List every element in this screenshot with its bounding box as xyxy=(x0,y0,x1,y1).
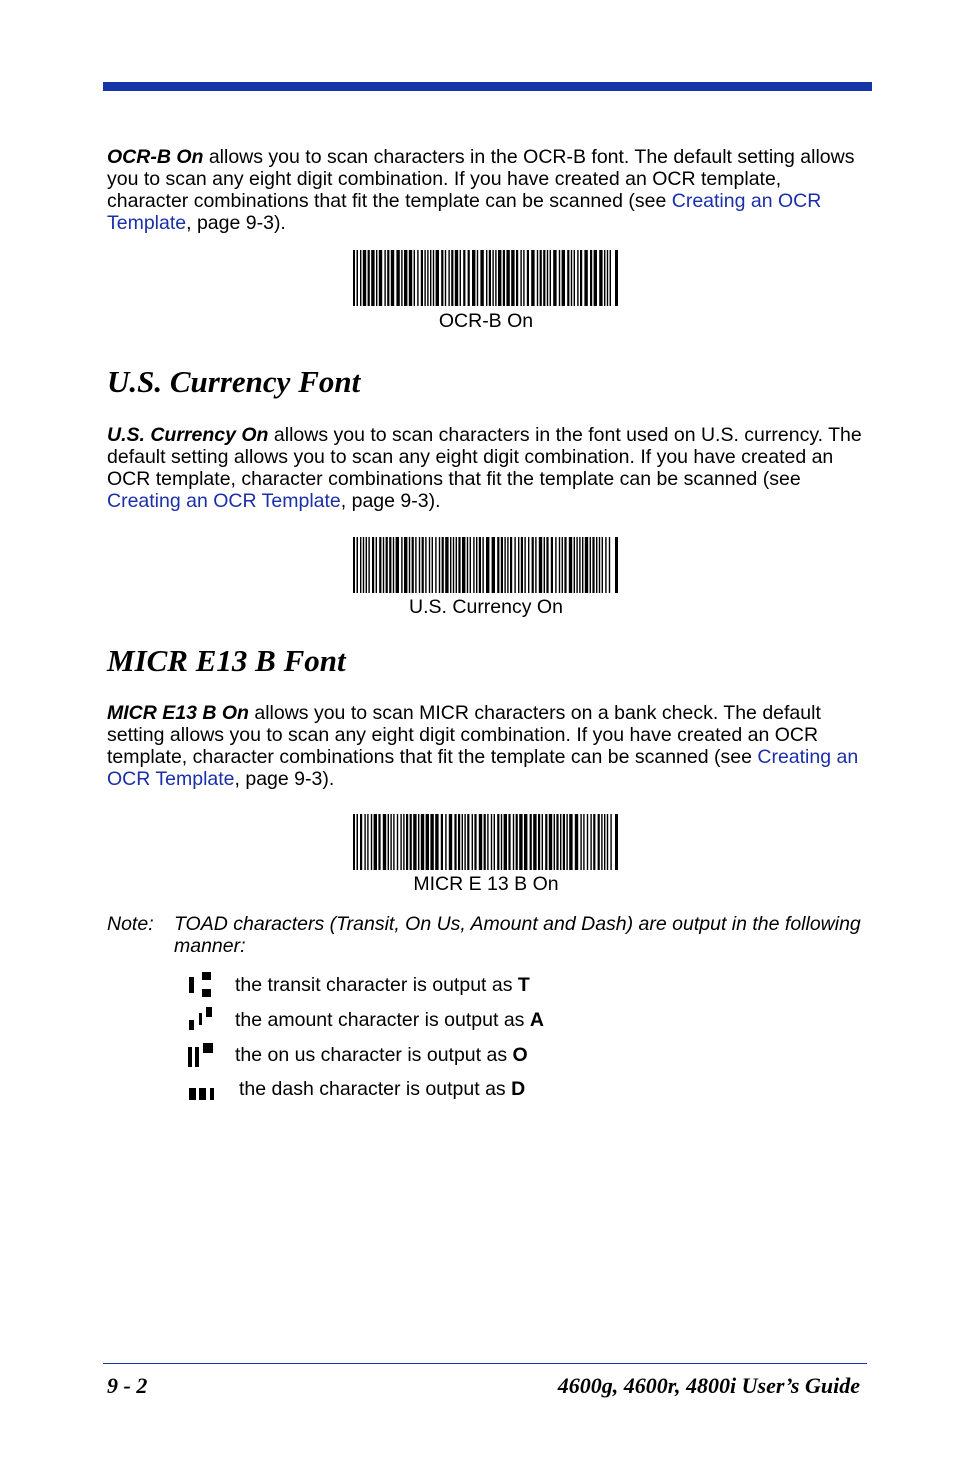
micr-term: MICR E13 B On xyxy=(107,702,249,724)
ocrb-term: OCR-B On xyxy=(107,146,204,168)
us-currency-page-ref: , page 9-3). xyxy=(340,490,441,512)
micr-barcode-label: MICR E 13 B On xyxy=(413,873,559,895)
ocrb-barcode[interactable] xyxy=(353,250,619,306)
us-currency-template-link[interactable]: Creating an OCR Template xyxy=(107,490,341,512)
on-us-code: O xyxy=(512,1044,528,1066)
note-text: TOAD characters (Transit, On Us, Amount and Dash) are output in the following manner: xyxy=(174,913,861,957)
toad-dash-row xyxy=(186,1076,686,1104)
us-currency-barcode-label: U.S. Currency On xyxy=(409,596,563,618)
header-rule xyxy=(103,82,872,91)
us-currency-paragraph xyxy=(107,424,867,512)
dash-code: D xyxy=(511,1078,526,1100)
us-currency-heading: U.S. Currency Font xyxy=(107,364,361,399)
micr-paragraph xyxy=(107,702,867,790)
us-currency-term: U.S. Currency On xyxy=(107,424,269,446)
transit-text: the transit character is output as T xyxy=(235,974,530,996)
us-currency-text: allows you to scan characters in the font used on U.S. currency. The default setting allows you to scan any eight digit combination. If you have created an OCR template, character combinations that fit the template can be scanned (see xyxy=(107,424,862,490)
transit-symbol-icon xyxy=(186,972,222,1000)
ocrb-barcode-label: OCR-B On xyxy=(438,310,534,332)
transit-code: T xyxy=(517,974,530,996)
ocrb-template-link[interactable]: Creating an OCR Template xyxy=(107,190,822,234)
ocrb-paragraph xyxy=(107,146,867,234)
ocrb-page-ref: , page 9-3). xyxy=(186,212,286,234)
ocrb-text: allows you to scan characters in the OCR-B font. The default setting allows you to scan any eight digit combination. If you have created an OCR template, character combinations that fit the template can be scanned (see xyxy=(107,146,855,212)
dash-text: the dash character is output as D xyxy=(239,1078,526,1100)
toad-transit-row xyxy=(186,972,686,1000)
us-currency-barcode[interactable] xyxy=(353,537,619,593)
micr-template-link[interactable]: Creating an OCR Template xyxy=(107,746,859,790)
on-us-symbol-icon xyxy=(186,1042,222,1070)
on-us-text: the on us character is output as O xyxy=(235,1044,528,1066)
amount-code: A xyxy=(529,1009,544,1031)
micr-heading: MICR E13 B Font xyxy=(107,643,346,678)
micr-page-ref: , page 9-3). xyxy=(234,768,335,790)
toad-on-us-row xyxy=(186,1042,686,1070)
amount-symbol-icon xyxy=(186,1007,222,1035)
dash-symbol-icon xyxy=(186,1076,222,1104)
note-label: Note: xyxy=(107,913,154,935)
guide-title: 4600g, 4600r, 4800i User’s Guide xyxy=(557,1373,860,1398)
page-number: 9 - 2 xyxy=(107,1373,148,1398)
micr-barcode[interactable] xyxy=(353,814,619,870)
toad-amount-row xyxy=(186,1007,686,1035)
micr-text: allows you to scan MICR characters on a bank check. The default setting allows you to scan any eight digit combination. If you have created an OCR template, character combinations that fit the template can be scanned (see xyxy=(107,702,821,768)
amount-text: the amount character is output as A xyxy=(235,1009,544,1031)
footer-rule xyxy=(103,1363,867,1364)
